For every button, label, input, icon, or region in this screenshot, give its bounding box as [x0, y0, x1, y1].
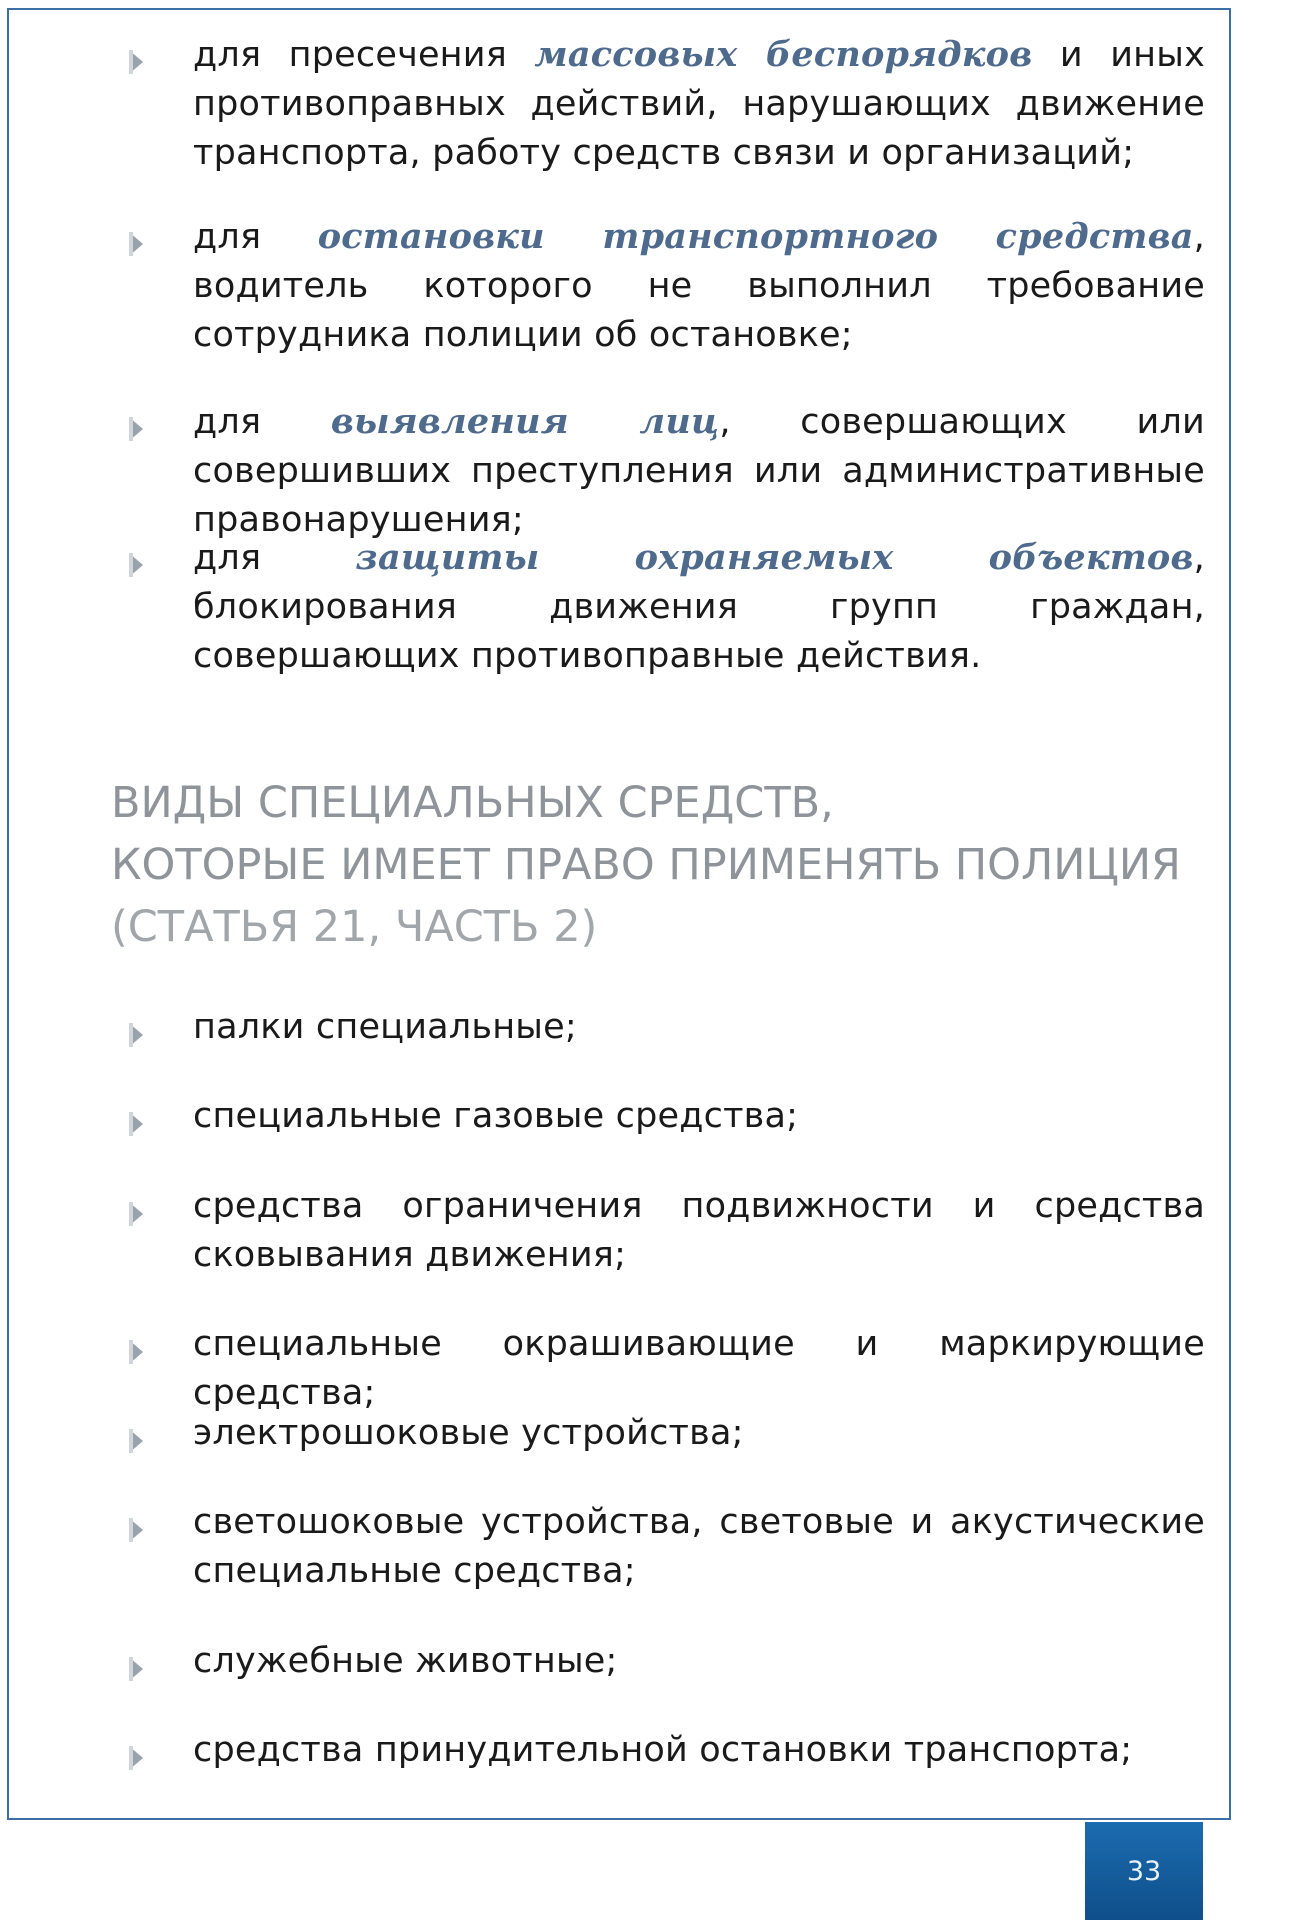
list-item-text: средства ограничения подвижности и средства сковывания движения;	[193, 1186, 1205, 1275]
bullet-arrow-icon	[129, 232, 143, 256]
list-item-text: для выявления лиц, совершающих или совершивших преступления или административные правонарушения;	[193, 401, 1205, 540]
bullet-arrow-icon	[129, 1023, 143, 1047]
list-item-text: светошоковые устройства, световые и акустические специальные средства;	[193, 1502, 1205, 1591]
emphasis-text: остановки транспортного средства	[317, 216, 1194, 257]
heading-line-2: КОТОРЫЕ ИМЕЕТ ПРАВО ПРИМЕНЯТЬ ПОЛИЦИЯ	[111, 840, 1181, 890]
list-item-text: электрошоковые устройства;	[193, 1413, 744, 1453]
bullet-arrow-icon	[129, 417, 143, 441]
list-item-text: палки специальные;	[193, 1007, 577, 1047]
bullet-arrow-icon	[129, 1202, 143, 1226]
list-item-text: для пресечения массовых беспорядков и иных противоправных действий, нарушающих движение транспорта, работу средств связи и организаций;	[193, 34, 1206, 173]
list-item-text: служебные животные;	[193, 1641, 618, 1681]
emphasis-text: выявления лиц	[330, 401, 720, 442]
bullet-arrow-icon	[129, 50, 143, 74]
emphasis-text: массовых беспорядков	[534, 34, 1033, 75]
list-item-text: специальные окрашивающие и маркирующие средства;	[193, 1324, 1205, 1413]
bullet-arrow-icon	[129, 1657, 143, 1681]
list-item-text: средства принудительной остановки транспорта;	[193, 1730, 1133, 1770]
heading-line-1: ВИДЫ СПЕЦИАЛЬНЫХ СРЕДСТВ,	[111, 778, 834, 828]
bullet-arrow-icon	[129, 1340, 143, 1364]
heading-subtitle: (СТАТЬЯ 21, ЧАСТЬ 2)	[111, 902, 598, 952]
bullet-arrow-icon	[129, 1429, 143, 1453]
list-item-text: для остановки транспортного средства, водитель которого не выполнил требование сотрудника полиции об остановке;	[193, 216, 1205, 355]
section-heading	[111, 772, 1221, 958]
list-item-text: специальные газовые средства;	[193, 1096, 799, 1136]
bullet-arrow-icon	[129, 1746, 143, 1770]
list-item-text: для защиты охраняемых объектов, блокирования движения групп граждан, совершающих противоправные действия.	[193, 537, 1205, 676]
bullet-arrow-icon	[129, 553, 143, 577]
emphasis-text: защиты охраняемых объектов	[355, 537, 1194, 578]
bullet-arrow-icon	[129, 1518, 143, 1542]
page-number: 33	[1085, 1822, 1203, 1920]
bullet-arrow-icon	[129, 1112, 143, 1136]
